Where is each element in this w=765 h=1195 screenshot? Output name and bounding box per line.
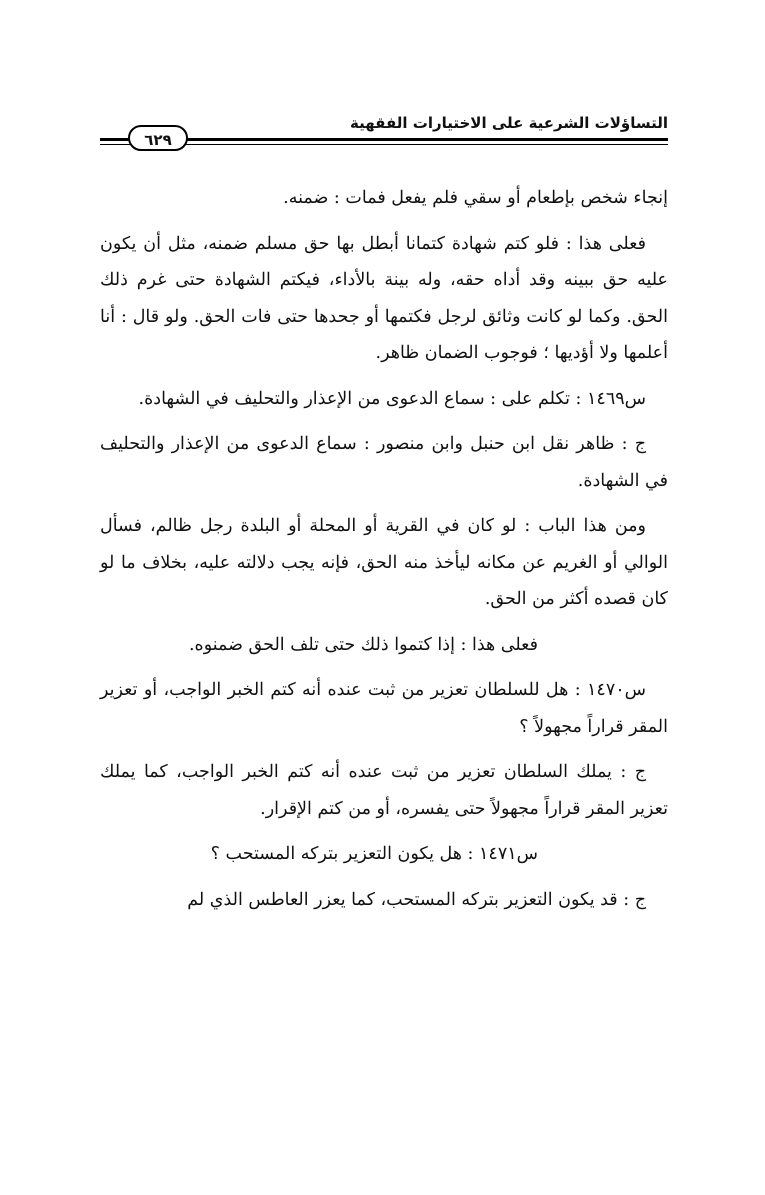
book-title: التساؤلات الشرعية على الاختيارات الفقهية <box>350 114 668 132</box>
answer-paragraph: ج : ظاهر نقل ابن حنبل وابن منصور : سماع الدعوى من الإعذار والتحليف في الشهادة. <box>100 434 668 491</box>
answer-paragraph: ج : قد يكون التعزير بتركه المستحب، كما يعزر العاطس الذي لم <box>187 889 646 910</box>
paragraph: فعلى هذا : إذا كتموا ذلك حتى تلف الحق ضمنوه. <box>188 634 538 655</box>
question-paragraph: س١٤٧٠ : هل للسلطان تعزير من ثبت عنده أنه كتم الخبر الواجب، أو تعزير المقر قراراً مجهولاً ؟ <box>100 680 668 737</box>
paragraph: إنجاء شخص بإطعام أو سقي فلم يفعل فمات : ضمنه. <box>283 188 668 208</box>
paragraph: فعلى هذا : فلو كتم شهادة كتمانا أبطل بها حق مسلم ضمنه، مثل أن يكون عليه حق ببينه وقد أداه حقه، وله بينة بالأداء، فيكتم الشهادة حتى غرم ذلك الحق. وكما لو كانت وثائق لرجل فكتمها أو جحدها حتى فات الحق. ولو قال : أنا أعلمها ولا أؤديها ؛ فوجوب الضمان ظاهر. <box>100 233 668 363</box>
answer-paragraph: ج : يملك السلطان تعزير من ثبت عنده أنه كتم الخبر الواجب، كما يملك تعزير المقر قراراً مجهولاً حتى يفسره، أو من كتم الإقرار. <box>100 762 668 819</box>
question-paragraph: س١٤٧١ : هل يكون التعزير بتركه المستحب ؟ <box>210 844 538 864</box>
page-number: ٦٢٩ <box>128 125 188 151</box>
page-body <box>100 180 668 927</box>
page-header <box>100 112 668 162</box>
paragraph: ومن هذا الباب : لو كان في القرية أو المحلة أو البلدة رجل ظالم، فسأل الوالي أو الغريم عن مكانه ليأخذ منه الحق، فإنه يجب دلالته عليه، بخلاف ما لو كان قصده أكثر من الحق. <box>100 516 668 609</box>
question-paragraph: س١٤٦٩ : تكلم على : سماع الدعوى من الإعذار والتحليف في الشهادة. <box>138 388 646 409</box>
